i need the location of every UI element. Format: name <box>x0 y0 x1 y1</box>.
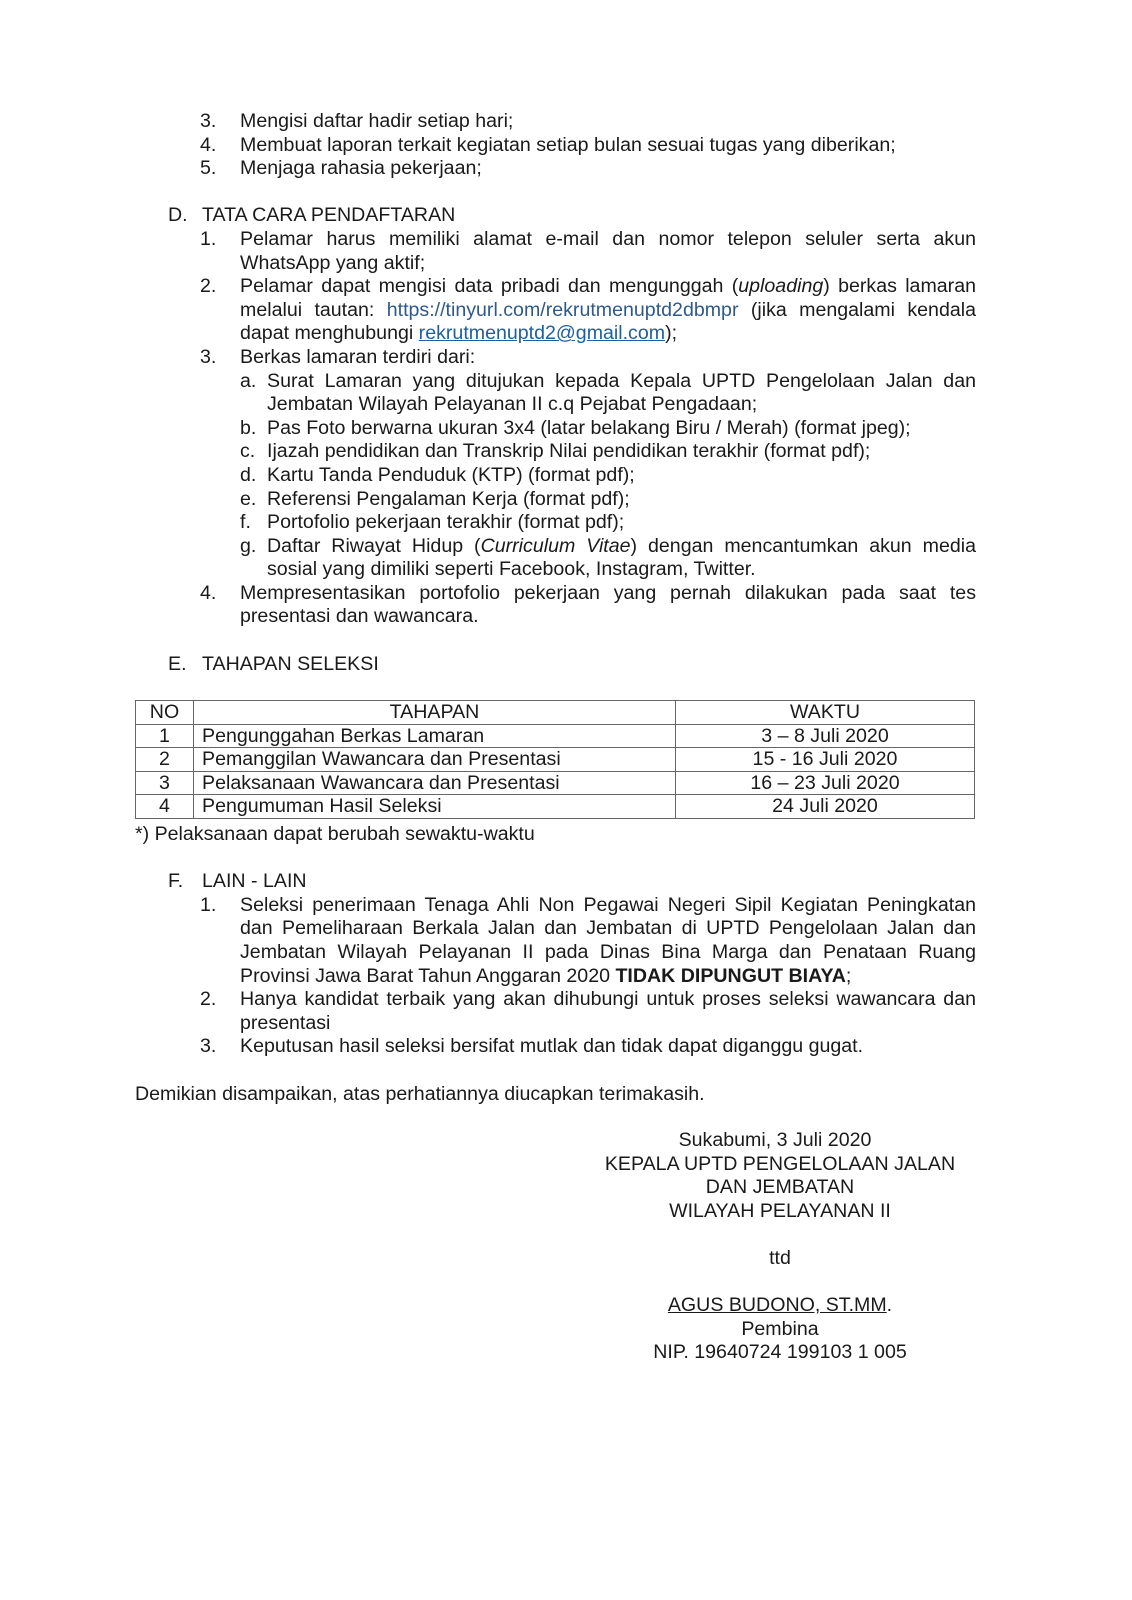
item-number: 5. <box>200 157 217 180</box>
item-text: Mempresentasikan portofolio pekerjaan yang pernah dilakukan pada saat tes presentasi dan wawancara. <box>240 581 976 628</box>
signatory-rank: Pembina <box>741 1317 819 1340</box>
cell-no: 3 <box>136 771 194 795</box>
cell-time: 3 – 8 Juli 2020 <box>676 724 975 748</box>
header-waktu: WAKTU <box>676 701 975 725</box>
cell-no: 4 <box>136 795 194 819</box>
signature-block <box>560 1129 1000 1365</box>
item-text: Ijazah pendidikan dan Transkrip Nilai pendidikan terakhir (format pdf); <box>267 440 871 463</box>
name-text: AGUS BUDONO, ST.MM <box>667 1294 887 1317</box>
item-letter: g. <box>240 534 257 557</box>
item-text: Membuat laporan terkait kegiatan setiap bulan sesuai tugas yang diberikan; <box>240 133 896 156</box>
header-no: NO <box>136 701 194 725</box>
cell-time: 15 - 16 Juli 2020 <box>676 748 975 772</box>
item-text <box>240 275 976 346</box>
table-note: *) Pelaksanaan dapat berubah sewaktu-waktu <box>135 823 535 845</box>
section-letter: E. <box>168 652 187 675</box>
item-letter: f. <box>240 511 251 534</box>
signatory-name <box>560 1294 1000 1318</box>
document-body-lower <box>0 823 1132 1106</box>
list-item <box>0 1035 1132 1059</box>
item-text <box>240 894 976 988</box>
signatory-title: KEPALA UPTD PENGELOLAAN JALAN <box>604 1152 956 1175</box>
item-text: Mengisi daftar hadir setiap hari; <box>240 110 514 132</box>
list-item <box>0 275 1132 346</box>
italic-text: Curriculum Vitae <box>480 534 631 557</box>
section-title: LAIN - LAIN <box>202 870 307 893</box>
header-tahapan: TAHAPAN <box>194 701 676 725</box>
section-letter: D. <box>168 204 188 227</box>
text: ; <box>845 964 852 987</box>
section-f-heading <box>0 870 1132 894</box>
section-d-heading <box>0 204 1132 228</box>
list-item <box>0 157 1132 181</box>
item-text: Kartu Tanda Penduduk (KTP) (format pdf); <box>267 463 635 486</box>
text: (jika mengalami kendala dapat menghubungi <box>240 298 976 345</box>
bold-text: TIDAK DIPUNGUT BIAYA <box>615 964 846 987</box>
text: Daftar Riwayat Hidup ( <box>267 534 481 557</box>
sub-item <box>0 535 1132 582</box>
list-item <box>0 894 1132 988</box>
item-number: 3. <box>200 110 217 132</box>
table-row <box>136 748 975 772</box>
item-letter: a. <box>240 369 257 392</box>
cell-time: 16 – 23 Juli 2020 <box>676 771 975 795</box>
cell-no: 2 <box>136 748 194 772</box>
item-text: Menjaga rahasia pekerjaan; <box>240 157 482 180</box>
item-number: 3. <box>200 345 217 368</box>
list-item <box>0 346 1132 370</box>
sub-item <box>0 440 1132 464</box>
text: . <box>886 1294 893 1317</box>
cell-time: 24 Juli 2020 <box>676 795 975 819</box>
text: ) dengan mencantumkan akun media sosial yang dimiliki seperti Facebook, Instagram, Twitter. <box>267 534 977 581</box>
signed-mark: ttd <box>769 1246 791 1269</box>
signatory-title: WILAYAH PELAYANAN II <box>669 1199 891 1222</box>
cell-stage: Pengumuman Hasil Seleksi <box>194 795 676 819</box>
item-text: Referensi Pengalaman Kerja (format pdf); <box>267 487 630 510</box>
table-row <box>136 771 975 795</box>
signatory-nip: NIP. 19640724 199103 1 005 <box>653 1341 907 1364</box>
email-link[interactable]: rekrutmenuptd2@gmail.com <box>418 322 666 345</box>
sub-item <box>0 488 1132 512</box>
item-text: Berkas lamaran terdiri dari: <box>240 345 476 368</box>
closing-text: Demikian disampaikan, atas perhatiannya diucapkan terimakasih. <box>135 1082 705 1105</box>
cell-stage: Pelaksanaan Wawancara dan Presentasi <box>194 771 676 795</box>
registration-link[interactable]: https://tinyurl.com/rekrutmenuptd2dbmpr <box>386 298 739 321</box>
text: ) berkas lamaran melalui tautan: <box>240 275 976 321</box>
cell-no: 1 <box>136 724 194 748</box>
item-letter: d. <box>240 463 257 486</box>
item-text: Portofolio pekerjaan terakhir (format pdf); <box>267 511 625 534</box>
item-number: 4. <box>200 133 217 156</box>
text: Pelamar dapat mengisi data pribadi dan mengunggah ( <box>240 275 739 298</box>
item-text: Pas Foto berwarna ukuran 3x4 (latar belakang Biru / Merah) (format jpeg); <box>267 416 911 439</box>
item-text: Surat Lamaran yang ditujukan kepada Kepala UPTD Pengelolaan Jalan dan Jembatan Wilayah Pelayanan II c.q Pejabat Pengadaan; <box>267 369 976 416</box>
item-text <box>267 535 976 582</box>
section-title: TATA CARA PENDAFTARAN <box>202 204 456 227</box>
italic-text: uploading <box>738 275 824 298</box>
selection-schedule-table <box>135 700 975 819</box>
signatory-title: DAN JEMBATAN <box>705 1176 855 1199</box>
table-row <box>136 795 975 819</box>
item-number: 4. <box>200 581 217 604</box>
sub-item <box>0 417 1132 441</box>
item-number: 1. <box>200 227 217 250</box>
cell-stage: Pengunggahan Berkas Lamaran <box>194 724 676 748</box>
section-title: TAHAPAN SELEKSI <box>202 652 379 675</box>
sub-item <box>0 464 1132 488</box>
sub-item <box>0 370 1132 417</box>
item-number: 2. <box>200 988 217 1011</box>
section-letter: F. <box>168 870 184 893</box>
section-e-heading <box>0 653 1132 677</box>
document-body <box>0 110 1132 676</box>
list-item <box>0 134 1132 158</box>
place-date: Sukabumi, 3 Juli 2020 <box>678 1129 872 1151</box>
list-item <box>0 582 1132 629</box>
item-letter: b. <box>240 416 257 439</box>
list-item <box>0 110 1132 134</box>
item-letter: c. <box>240 440 256 463</box>
list-item <box>0 988 1132 1035</box>
text: Seleksi penerimaan Tenaga Ahli Non Pegawai Negeri Sipil Kegiatan Peningkatan dan Pemeliharaan Berkala Jalan dan Jembatan di UPTD Pengelolaan Jalan dan Jembatan Wilayah Pelayanan II pada Dinas Bina Marga dan Penataan Ruang Provinsi Jawa Barat Tahun Anggaran 2020 <box>240 893 976 987</box>
item-number: 3. <box>200 1035 217 1058</box>
item-letter: e. <box>240 487 257 510</box>
text: ); <box>665 322 678 345</box>
table-header-row <box>136 701 975 725</box>
table-row <box>136 724 975 748</box>
item-number: 1. <box>200 893 217 916</box>
item-text: Keputusan hasil seleksi bersifat mutlak dan tidak dapat diganggu gugat. <box>240 1035 864 1058</box>
item-text: Pelamar harus memiliki alamat e-mail dan nomor telepon seluler serta akun WhatsApp yang aktif; <box>240 227 976 274</box>
item-text: Hanya kandidat terbaik yang akan dihubungi untuk proses seleksi wawancara dan presentasi <box>240 988 976 1034</box>
cell-stage: Pemanggilan Wawancara dan Presentasi <box>194 748 676 772</box>
sub-item <box>0 511 1132 535</box>
list-item <box>0 228 1132 275</box>
item-number: 2. <box>200 275 217 298</box>
